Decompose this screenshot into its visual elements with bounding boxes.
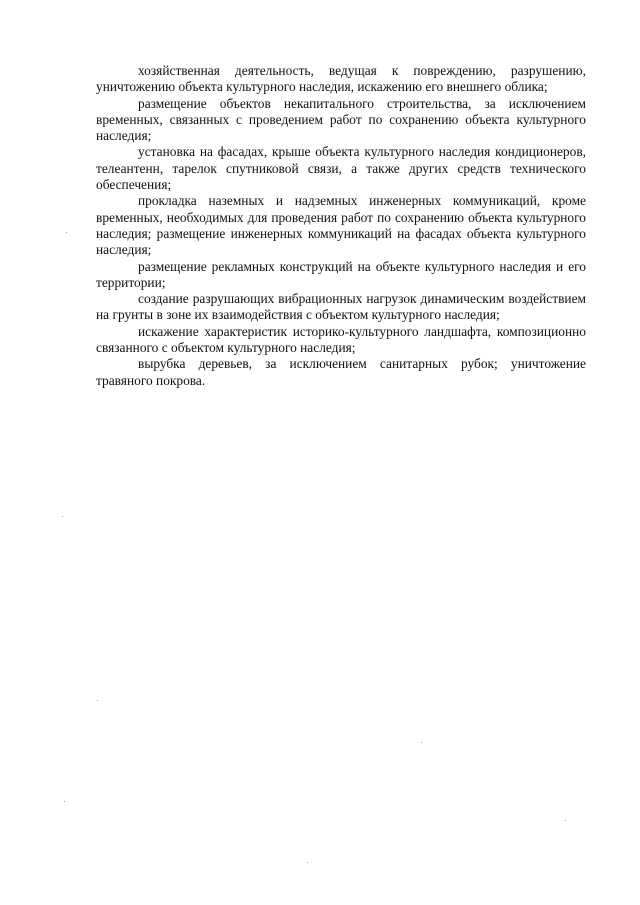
scan-speck bbox=[66, 232, 67, 233]
scan-speck bbox=[64, 801, 65, 802]
paragraph-temporary-structures: размещение объектов некапитального строительства, за исключением временных, связанных с проведением работ по сохранению объекта культурного наследия; bbox=[96, 95, 586, 144]
paragraph-tree-felling: вырубка деревьев, за исключением санитарных рубок; уничтожение травяного покрова. bbox=[96, 356, 586, 388]
scan-speck bbox=[421, 742, 422, 743]
paragraph-vibration-loads: создание разрушающих вибрационных нагрузок динамическим воздействием на грунты в зоне их взаимодействия с объектом культурного наследия; bbox=[96, 291, 586, 323]
scan-speck bbox=[97, 700, 98, 701]
paragraph-economic-activity: хозяйственная деятельность, ведущая к повреждению, разрушению, уничтожению объекта культурного наследия, искажению его внешнего облика; bbox=[96, 63, 586, 95]
paragraph-facade-equipment: установка на фасадах, крыше объекта культурного наследия кондиционеров, телеантенн, тарелок спутниковой связи, а также других средств технического обеспечения; bbox=[96, 144, 586, 193]
scan-speck bbox=[307, 862, 308, 863]
paragraph-advertising: размещение рекламных конструкций на объекте культурного наследия и его территории; bbox=[96, 258, 586, 290]
paragraph-landscape-distortion: искажение характеристик историко-культурного ландшафта, композиционно связанного с объектом культурного наследия; bbox=[96, 323, 586, 356]
document-body bbox=[96, 63, 586, 389]
paragraph-utility-lines: прокладка наземных и надземных инженерных коммуникаций, кроме временных, необходимых для проведения работ по сохранению объекта культурного наследия; размещение инженерных коммуникаций на фасадах объекта культурного наследия; bbox=[96, 193, 586, 258]
scan-speck bbox=[62, 516, 63, 517]
scan-speck bbox=[565, 820, 566, 821]
